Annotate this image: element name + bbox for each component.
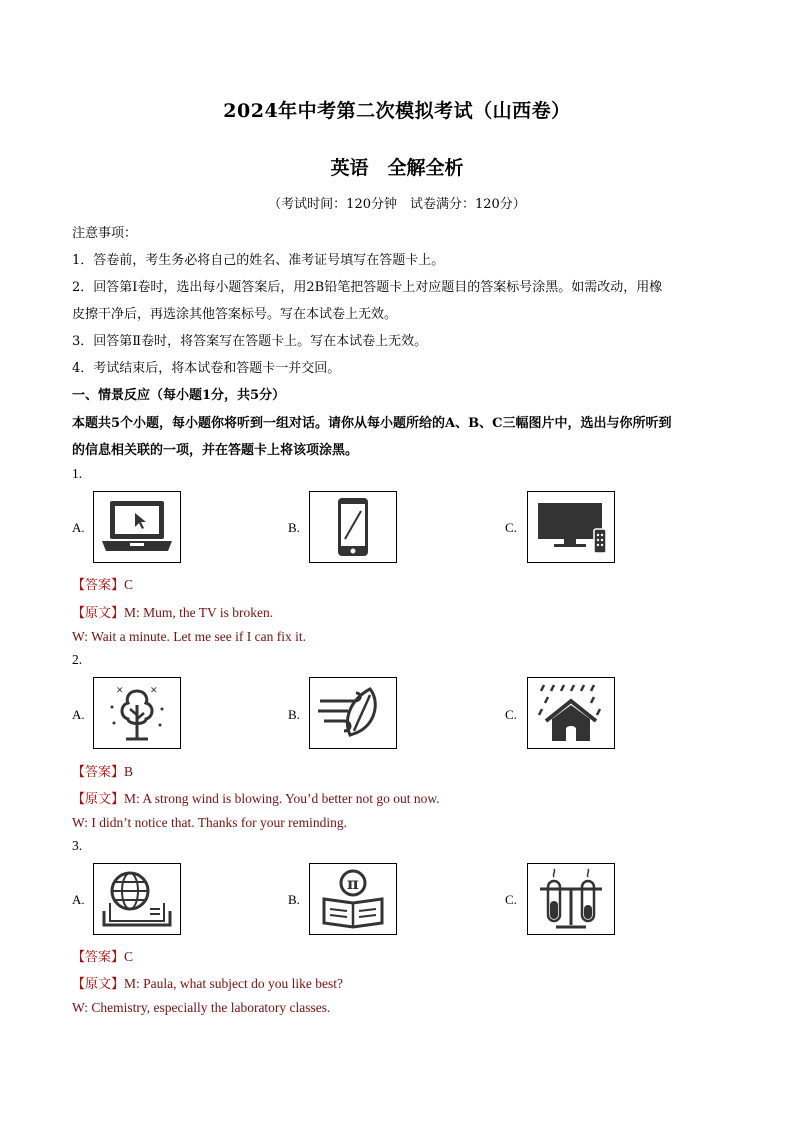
exam-info: （考试时间：120分钟 试卷满分：120分） (268, 197, 526, 212)
answer-line: 【答案】C (72, 577, 134, 593)
option-a-picture[interactable] (93, 491, 181, 563)
section-heading: 一、情景反应（每小题1分，共5分） (72, 388, 286, 403)
option-b-picture[interactable] (309, 677, 397, 749)
notice-item-1: 1．答卷前，考生务必将自己的姓名、准考证号填写在答题卡上。 (72, 253, 445, 268)
tree-icon (98, 681, 176, 745)
option-a-label: A. (72, 892, 85, 907)
original-line: 【原文】M: A strong wind is blowing. You’d better not go out now. (72, 791, 440, 807)
answer-line: 【答案】B (72, 764, 134, 780)
notice-item-2b: 皮擦干净后，再选涂其他答案标号。写在本试卷上无效。 (72, 307, 398, 322)
option-a-label: A. (72, 520, 85, 535)
option-a-picture[interactable] (93, 863, 181, 935)
television-icon (532, 495, 610, 559)
option-b-label: B. (288, 892, 300, 907)
svg-text:✕: ✕ (150, 686, 158, 696)
notice-heading: 注意事项： (72, 226, 138, 241)
original-line-2: W: I didn’t notice that. Thanks for your reminding. (72, 815, 347, 830)
laptop-icon (98, 495, 176, 559)
option-c-picture[interactable] (527, 677, 615, 749)
option-c-picture[interactable] (527, 491, 615, 563)
globe-book-icon (98, 867, 176, 931)
option-a-label: A. (72, 707, 85, 722)
svg-text:✕: ✕ (116, 686, 124, 696)
question-number: 1. (72, 466, 83, 481)
test-tubes-icon (532, 867, 610, 931)
option-b-picture[interactable] (309, 863, 397, 935)
section-instruction-a: 本题共5个小题，每小题你将听到一组对话。请你从每小题所给的A、B、C三幅图片中，选出与你所听到 (72, 416, 672, 431)
svg-text:π: π (347, 874, 359, 893)
question-number: 3. (72, 838, 83, 853)
option-a-picture[interactable] (93, 677, 181, 749)
pi-book-icon (314, 867, 392, 931)
section-instruction-b: 的信息相关联的一项，并在答题卡上将该项涂黑。 (72, 443, 359, 458)
option-c-picture[interactable] (527, 863, 615, 935)
original-line-2: W: Chemistry, especially the laboratory classes. (72, 1000, 331, 1015)
notice-item-2a: 2．回答第Ⅰ卷时，选出每小题答案后，用2B铅笔把答题卡上对应题目的答案标号涂黑。如需改动，用橡 (72, 280, 663, 295)
original-line-2: W: Wait a minute. Let me see if I can fix it. (72, 629, 306, 644)
smartphone-icon (314, 495, 392, 559)
option-c-label: C. (505, 707, 517, 722)
wind-leaf-icon (314, 681, 392, 745)
original-line: 【原文】M: Paula, what subject do you like best? (72, 976, 343, 992)
question-number: 2. (72, 652, 83, 667)
answer-line: 【答案】C (72, 949, 134, 965)
notice-item-4: 4．考试结束后，将本试卷和答题卡一并交回。 (72, 361, 341, 376)
notice-item-3: 3．回答第Ⅱ卷时，将答案写在答题卡上。写在本试卷上无效。 (72, 334, 428, 349)
option-b-picture[interactable] (309, 491, 397, 563)
option-c-label: C. (505, 892, 517, 907)
option-b-label: B. (288, 520, 300, 535)
option-b-label: B. (288, 707, 300, 722)
original-line: 【原文】M: Mum, the TV is broken. (72, 605, 274, 621)
option-c-label: C. (505, 520, 517, 535)
rain-house-icon (532, 681, 610, 745)
page-title: 2024年中考第二次模拟考试（山西卷） (223, 100, 571, 122)
page-subtitle: 英语 全解全析 (330, 157, 464, 179)
